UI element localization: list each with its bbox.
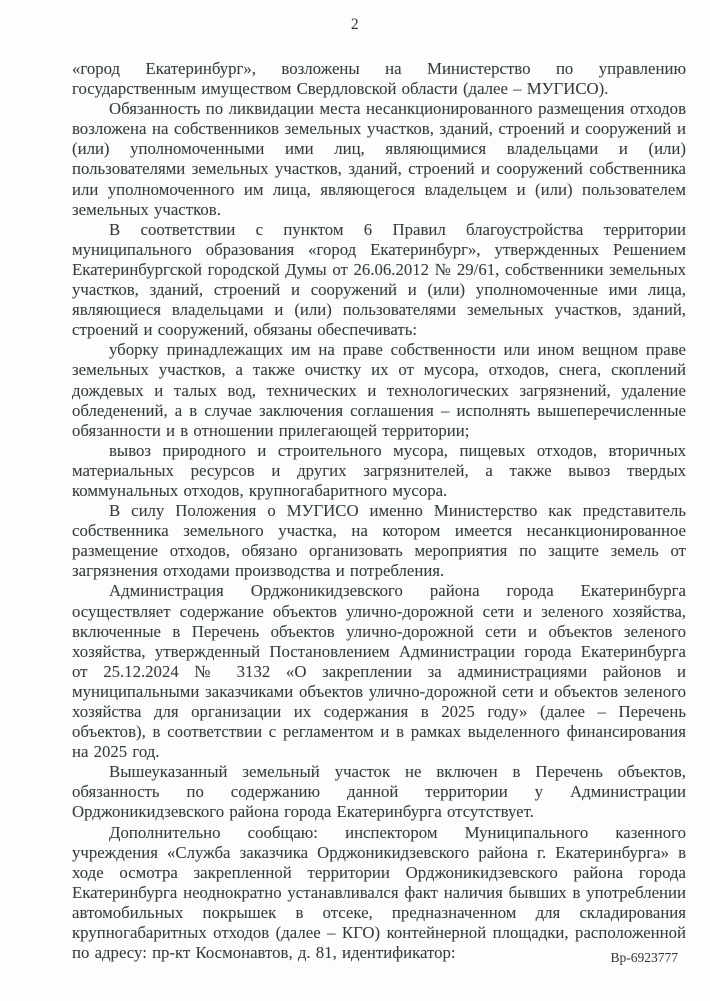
paragraph: Обязанность по ликвидации места несанкционированного размещения отходов возложена на собственников земельных участков, зданий, строений и сооружений и (или) уполномоченными ими лиц, являющимися владельцами и (или) пользователями земельных участков, зданий, строений и сооружений собственника или уполномоченного им лица, являющегося владельцем и (или) пользователем земельных участков. (72, 99, 686, 219)
paragraph: вывоз природного и строительного мусора, пищевых отходов, вторичных материальных ресурсов и других загрязнителей, а также вывоз твердых коммунальных отходов, крупногабаритного мусора. (72, 440, 686, 500)
document-body (72, 59, 686, 963)
paragraph: Вышеуказанный земельный участок не включен в Перечень объектов, обязанность по содержанию данной территории у Администрации Орджоникидзевского района города Екатеринбурга отсутствует. (72, 762, 686, 822)
document-reference-code: Вр-6923777 (610, 950, 678, 965)
paragraph: В силу Положения о МУГИСО именно Министерство как представитель собственника земельного участка, на котором имеется несанкционированное размещение отходов, обязано организовать мероприятия по защите земель от загрязнения отходами производства и потребления. (72, 501, 686, 581)
paragraph: Администрация Орджоникидзевского района города Екатеринбурга осуществляет содержание объектов улично-дорожной сети и зеленого хозяйства, включенные в Перечень объектов улично-дорожной сети и объектов зеленого хозяйства, утвержденный Постановлением Администрации города Екатеринбурга от 25.12.2024 № 3132 «О закреплении за администрациями районов и муниципальными заказчиками объектов улично-дорожной сети и объектов зеленого хозяйства для организации их содержания в 2025 году» (далее – Перечень объектов), в соответствии с регламентом и в рамках выделенного финансирования на 2025 год. (72, 581, 686, 762)
paragraph: В соответствии с пунктом 6 Правил благоустройства территории муниципального образования «город Екатеринбург», утвержденных Решением Екатеринбургской городской Думы от 26.06.2012 № 29/61, собственники земельных участков, зданий, строений и сооружений и (или) уполномоченные ими лица, являющиеся владельцами и (или) пользователями земельных участков, зданий, строений и сооружений, обязаны обеспечивать: (72, 219, 686, 340)
page-number: 2 (350, 16, 360, 33)
paragraph: Дополнительно сообщаю: инспектором Муниципального казенного учреждения «Служба заказчика Орджоникидзевского района г. Екатеринбурга» в ходе осмотра закрепленной территории Орджоникидзевского района города Екатеринбурга неоднократно устанавливался факт наличия бывших в употреблении автомобильных покрышек в отсеке, предназначенном для складирования крупногабаритных отходов (далее – КГО) контейнерной площадки, расположенной по адресу: пр-кт Космонавтов, д. 81, идентификатор: (72, 822, 686, 963)
paragraph: «город Екатеринбург», возложены на Министерство по управлению государственным имуществом Свердловской области (далее – МУГИСО). (72, 59, 686, 99)
paragraph: уборку принадлежащих им на праве собственности или ином вещном праве земельных участков, а также очистку их от мусора, отходов, снега, скоплений дождевых и талых вод, технических и технологических загрязнений, удаление обледенений, а в случае заключения соглашения – исполнять вышеперечисленные обязанности и в отношении прилегающей территории; (72, 340, 686, 440)
